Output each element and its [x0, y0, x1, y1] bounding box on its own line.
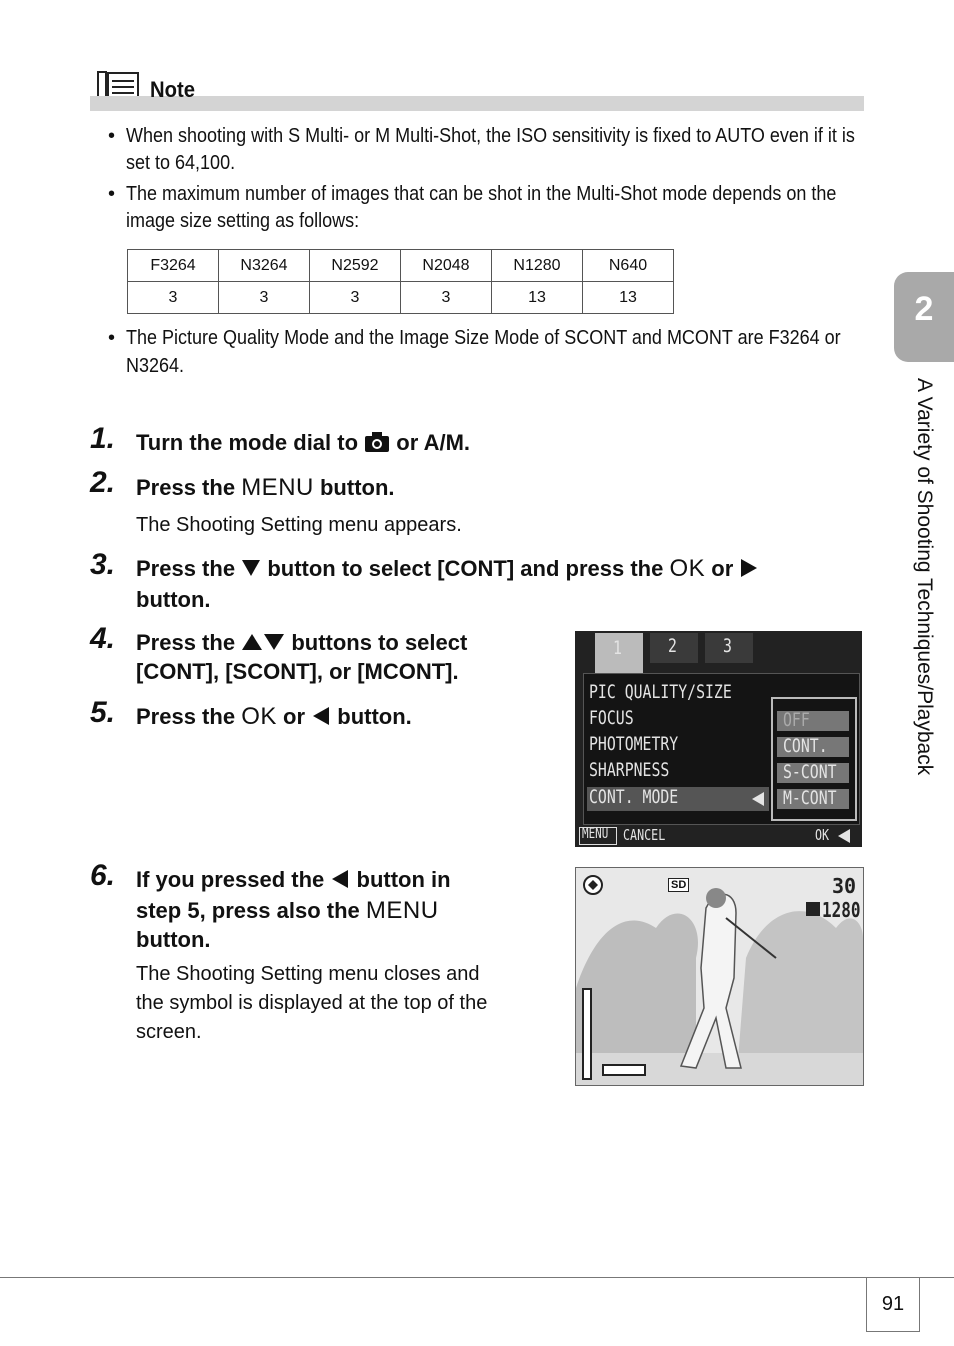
note-title: Note — [150, 77, 195, 102]
step-number: 5. — [90, 696, 116, 729]
step-6-text — [136, 865, 451, 895]
note-bullet-1-line2: set to 64,100. — [126, 152, 236, 174]
option-cont: CONT. — [783, 735, 828, 757]
image-size-table — [127, 249, 674, 314]
ok-button-label: OK — [241, 703, 277, 730]
image-size-value: 1280 — [822, 898, 861, 922]
step-5-pre: Press the — [136, 704, 236, 729]
left-arrow-icon — [751, 791, 765, 807]
menu-tab-label: 2 — [668, 635, 677, 657]
step-6-desc-2: the symbol is displayed at the top of the — [136, 992, 488, 1014]
table-row — [128, 250, 674, 282]
note-bullet-3-line2: N3264. — [126, 355, 185, 377]
battery-icon — [602, 1064, 646, 1076]
step-3-or: or — [711, 556, 734, 581]
step-1-post: or A/M. — [396, 430, 471, 455]
step-4-text — [136, 628, 467, 658]
shots-remaining: 30 — [832, 874, 857, 898]
table-row — [128, 282, 674, 314]
step-4-pre: Press the — [136, 630, 236, 655]
step-1-pre: Turn the mode dial to — [136, 430, 359, 455]
step-2-post: button. — [319, 475, 395, 500]
note-bullet-1-line1: When shooting with S Multi- or M Multi-Shot, the ISO sensitivity is fixed to AUTO even if it is — [126, 125, 855, 147]
camera-preview-screen — [575, 867, 864, 1086]
option-s-cont: S-CONT — [783, 761, 837, 783]
table-header-cell: N2048 — [401, 250, 492, 282]
left-arrow-icon — [330, 869, 350, 889]
note-bullet-2-line2: image size setting as follows: — [126, 210, 360, 232]
step-5-or: or — [283, 704, 305, 729]
step-6-line3: button. — [136, 927, 211, 952]
down-arrow-icon — [241, 558, 261, 578]
ok-button-label: OK — [669, 555, 706, 582]
menu-tab-label: 1 — [613, 637, 622, 659]
table-cell: 3 — [401, 282, 492, 314]
step-6-line2 — [136, 896, 439, 926]
image-size-icon — [806, 902, 820, 916]
table-header-cell: N1280 — [492, 250, 583, 282]
table-cell: 3 — [128, 282, 219, 314]
shooting-menu-screen — [575, 631, 862, 847]
step-3-text — [136, 554, 759, 584]
cont-mode-icon — [582, 874, 604, 896]
camera-icon — [364, 431, 390, 453]
table-cell: 3 — [310, 282, 401, 314]
menu-button-label: MENU — [365, 897, 439, 924]
step-4-line2: [CONT], [SCONT], or [MCONT]. — [136, 659, 459, 684]
menu-item: PHOTOMETRY — [589, 733, 679, 755]
step-6-pre: If you pressed the — [136, 867, 325, 892]
step-number: 6. — [90, 859, 116, 892]
menu-item: SHARPNESS — [589, 759, 670, 781]
option-off: OFF — [783, 709, 810, 731]
step-4-post: buttons to select — [291, 630, 468, 655]
menu-item: FOCUS — [589, 707, 634, 729]
bullet-marker: • — [108, 125, 116, 147]
step-3-mid: button to select [CONT] and press the — [267, 556, 664, 581]
table-header-cell: N3264 — [219, 250, 310, 282]
footer-ok-label: OK — [815, 826, 830, 844]
zoom-bar — [582, 988, 592, 1080]
step-6-desc-1: The Shooting Setting menu closes and — [136, 963, 480, 985]
step-1-text — [136, 428, 470, 458]
sd-card-icon: SD — [668, 878, 689, 892]
step-number: 3. — [90, 548, 116, 581]
option-m-cont: M-CONT — [783, 787, 837, 809]
chapter-label-text: A Variety of Shooting Techniques/Playback — [913, 378, 936, 776]
table-header-cell: F3264 — [128, 250, 219, 282]
left-arrow-icon — [311, 706, 331, 726]
menu-tab-label: 3 — [723, 635, 732, 657]
menu-item: PIC QUALITY/SIZE — [589, 681, 732, 703]
menu-button-label: MENU — [241, 474, 314, 501]
note-header-bar — [90, 96, 864, 111]
note-bullet-3-line1: The Picture Quality Mode and the Image Size Mode of SCONT and MCONT are F3264 or — [126, 327, 841, 349]
step-6-line2-text: step 5, press also the — [136, 898, 360, 923]
step-2-description: The Shooting Setting menu appears. — [136, 514, 462, 536]
page-number: 91 — [881, 1293, 905, 1315]
step-5-text — [136, 702, 412, 732]
step-number: 4. — [90, 622, 116, 655]
chapter-number: 2 — [914, 290, 934, 328]
chapter-label — [912, 378, 940, 878]
step-3-line2: button. — [136, 587, 211, 612]
step-6-desc-3: screen. — [136, 1021, 202, 1043]
step-2-pre: Press the — [136, 475, 236, 500]
table-cell: 3 — [219, 282, 310, 314]
table-header-cell: N640 — [583, 250, 674, 282]
step-number: 1. — [90, 422, 116, 455]
bullet-marker: • — [108, 183, 116, 205]
footer-menu-label: MENU — [582, 826, 609, 842]
step-3-pre: Press the — [136, 556, 236, 581]
table-header-cell: N2592 — [310, 250, 401, 282]
up-down-arrows-icon — [241, 632, 285, 652]
step-5-post: button. — [337, 704, 412, 729]
footer-cancel-label: CANCEL — [623, 826, 666, 844]
menu-item-selected: CONT. MODE — [589, 786, 679, 808]
bullet-marker: • — [108, 327, 116, 349]
step-6-post: button in — [356, 867, 451, 892]
table-cell: 13 — [492, 282, 583, 314]
table-cell: 13 — [583, 282, 674, 314]
step-2-text — [136, 473, 395, 503]
golfer-photo — [576, 868, 863, 1085]
right-arrow-icon — [739, 558, 759, 578]
left-arrow-icon — [837, 828, 851, 844]
note-bullet-2-line1: The maximum number of images that can be shot in the Multi-Shot mode depends on the — [126, 183, 837, 205]
step-number: 2. — [90, 466, 116, 499]
footer-divider — [0, 1277, 954, 1278]
